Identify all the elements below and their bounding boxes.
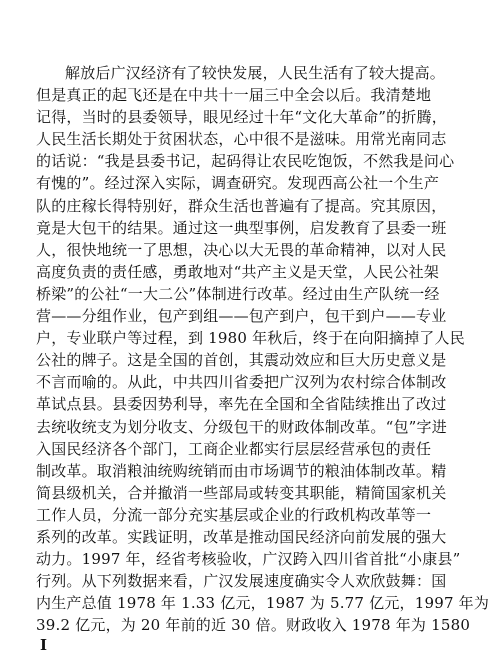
page-number: I	[40, 636, 48, 654]
text-line: 系列的改革。实践证明，改革是推动国民经济向前发展的强大	[36, 527, 447, 546]
text-line: 有愧的”。经过深入实际，调查研究。发现西高公社一个生产	[36, 174, 440, 193]
text-line: 工作人员，分流一部分充实基层或企业的行政机构改革等一	[36, 505, 432, 524]
text-line: 去统收统支为划分收支、分级包干的财政体制改革。“包”字进	[36, 417, 447, 436]
text-line: 人，很快地统一了思想，决心以大无畏的革命精神，以对人民	[36, 240, 447, 259]
text-line: 户，专业联户等过程，到 1980 年秋后，终于在向阳摘掉了人民	[36, 329, 465, 348]
text-line: 不言而喻的。从此，中共四川省委把广汉列为农村综合体制改	[36, 373, 447, 392]
text-line: 营——分组作业，包产到组——包产到户，包干到户——专业	[36, 307, 447, 326]
text-line: 高度负责的责任感，勇敢地对“共产主义是天堂，人民公社架	[36, 262, 440, 281]
text-line: 39.2 亿元，为 20 年前的近 30 倍。财政收入 1978 年为 1580	[36, 616, 471, 635]
text-line: 制改革。取消粮油统购统销而由市场调节的粮油体制改革。精	[36, 461, 447, 480]
text-line: 简县级机关，合并撤消一些部局或转变其职能，精简国家机关	[36, 483, 447, 502]
text-line: 竟是大包干的结果。通过这一典型事例，启发教育了县委一班	[36, 218, 447, 237]
text-line: 入国民经济各个部门，工商企业都实行层层经营承包的责任	[36, 439, 432, 458]
text-line: 动力。1997 年，经省考核验收，广汉跨入四川省首批“小康县”	[36, 550, 461, 569]
text-line: 桥梁”的公社“一大二公”体制进行改革。经过由生产队统一经	[36, 284, 440, 303]
text-line: 记得，当时的县委领导，眼见经过十年“文化大革命”的折腾，	[36, 108, 447, 127]
body-text	[36, 62, 489, 636]
text-line: 但是真正的起飞还是在中共十一届三中全会以后。我清楚地	[36, 86, 432, 105]
text-line: 革试点县。县委因势利导，率先在全国和全省陆续推出了改过	[36, 395, 447, 414]
text-line: 公社的牌子。这是全国的首创，其震动效应和巨大历史意义是	[36, 351, 447, 370]
text-line: 内生产总值 1978 年 1.33 亿元，1987 为 5.77 亿元，1997 年为	[36, 594, 489, 613]
text-line: 队的庄稼长得特别好，群众生活也普遍有了提高。究其原因，	[36, 196, 447, 215]
text-line: 行列。从下列数据来看，广汉发展速度确实令人欢欣鼓舞：国	[36, 572, 447, 591]
text-line: 的话说：“我是县委书记，起码得让农民吃饱饭，不然我是问心	[36, 152, 455, 171]
text-line: 人民生活长期处于贫困状态，心中很不是滋味。用常光南同志	[36, 130, 447, 149]
text-line: 解放后广汉经济有了较快发展，人民生活有了较大提高。	[65, 64, 446, 82]
